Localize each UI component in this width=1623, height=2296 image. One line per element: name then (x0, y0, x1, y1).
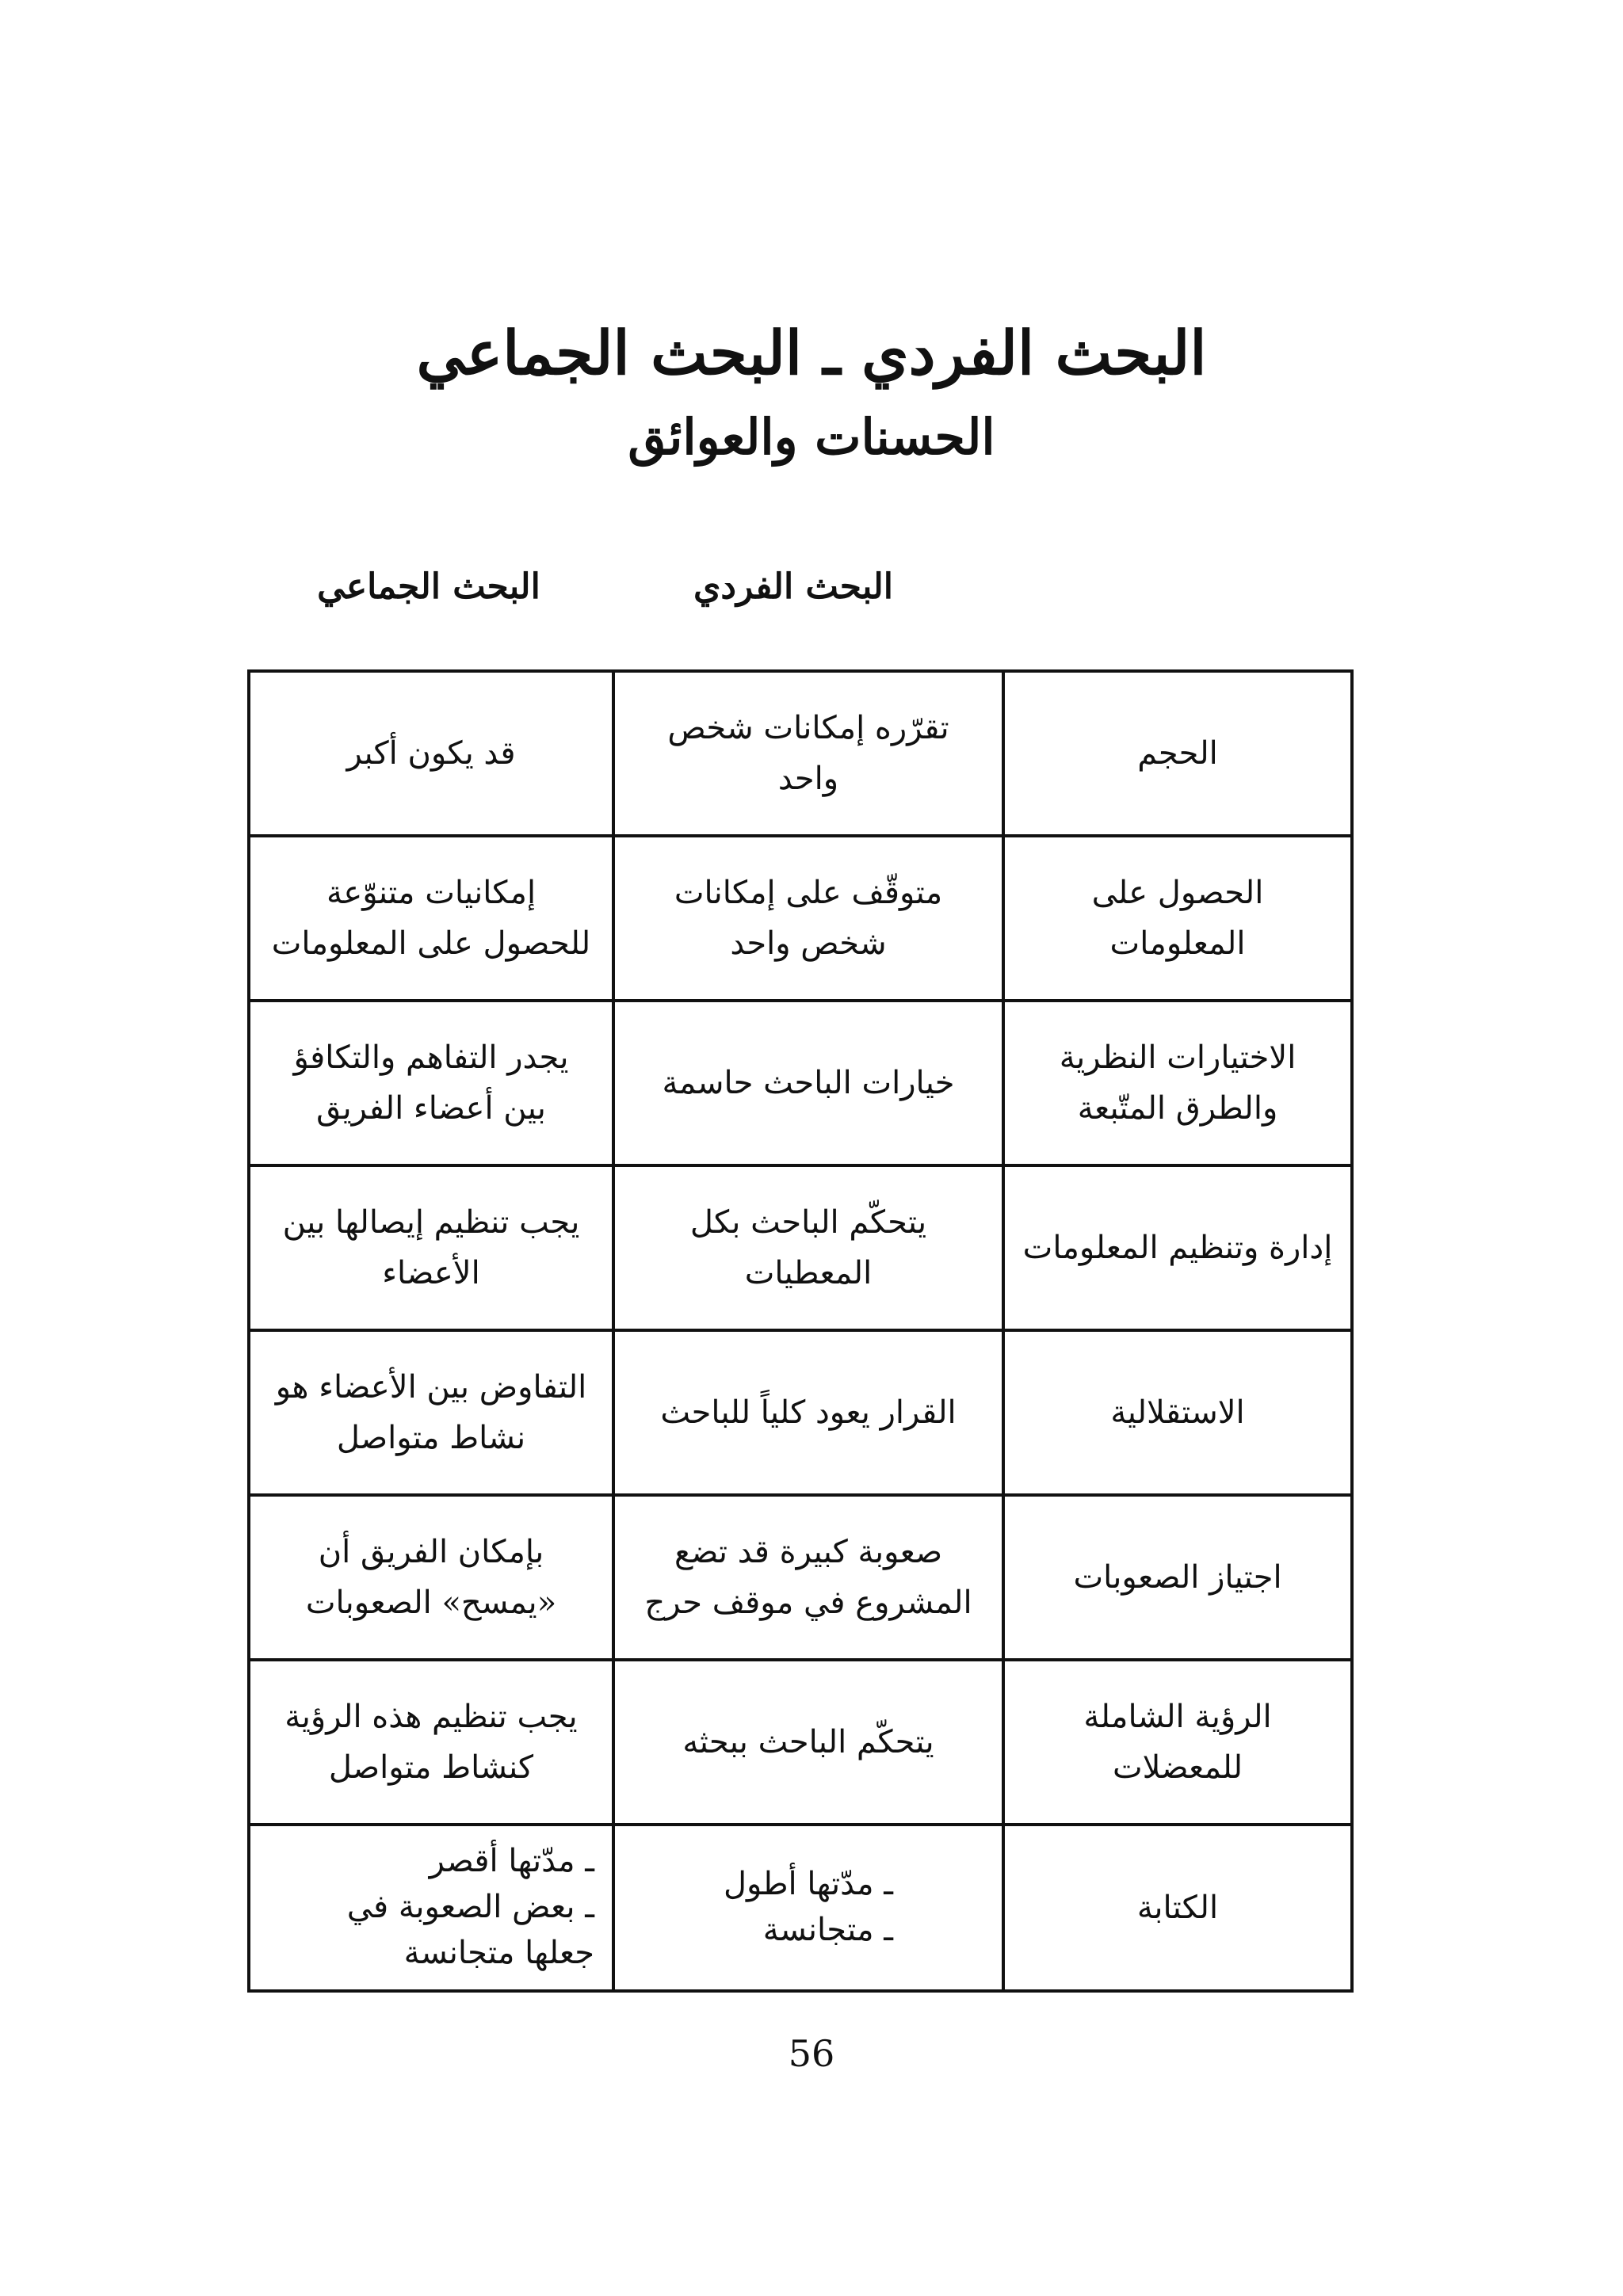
table-row-size (249, 671, 1352, 836)
page-title: البحث الفردي ـ البحث الجماعي (416, 318, 1207, 388)
criterion-cell: إدارة وتنظيم المعلومات (1003, 1165, 1352, 1330)
criterion-cell: الكتابة (1003, 1825, 1352, 1991)
table-row-overall-vision (249, 1660, 1352, 1825)
group-cell: التفاوض بين الأعضاء هو نشاط متواصل (249, 1330, 613, 1495)
criterion-cell: الاختيارات النظرية والطرق المتّبعة (1003, 1001, 1352, 1165)
group-cell: يجب تنظيم إيصالها بين الأعضاء (249, 1165, 613, 1330)
group-cell: إمكانيات متنوّعة للحصول على المعلومات (249, 836, 613, 1001)
table-row-writing (249, 1825, 1352, 1991)
criterion-cell: الحجم (1003, 671, 1352, 836)
individual-cell: القرار يعود كلياً للباحث (613, 1330, 1003, 1495)
individual-cell: تقرّره إمكانات شخص واحد (613, 671, 1003, 836)
criterion-cell: الاستقلالية (1003, 1330, 1352, 1495)
group-cell: يجب تنظيم هذه الرؤية كنشاط متواصل (249, 1660, 613, 1825)
page-number: 56 (788, 2032, 835, 2075)
table-row-information-access (249, 836, 1352, 1001)
group-cell: قد يكون أكبر (249, 671, 613, 836)
criterion-cell: الحصول على المعلومات (1003, 836, 1352, 1001)
list-item: ـ مدّتها أطول (724, 1861, 893, 1907)
table-row-theoretical-choices (249, 1001, 1352, 1165)
group-cell: بإمكان الفريق أن «يمسح» الصعوبات (249, 1495, 613, 1660)
individual-cell: متوقّف على إمكانات شخص واحد (613, 836, 1003, 1001)
criterion-cell: الرؤية الشاملة للمعضلات (1003, 1660, 1352, 1825)
list-item: ـ مدّتها أقصر (268, 1838, 594, 1884)
comparison-table (247, 669, 1354, 1993)
individual-cell: يتحكّم الباحث بكل المعطيات (613, 1165, 1003, 1330)
list-item: ـ متجانسة (724, 1907, 893, 1953)
column-header-group: البحث الجماعي (317, 566, 540, 607)
table-row-autonomy (249, 1330, 1352, 1495)
individual-cell: يتحكّم الباحث ببحثه (613, 1660, 1003, 1825)
individual-cell: خيارات الباحث حاسمة (613, 1001, 1003, 1165)
individual-cell (613, 1825, 1003, 1991)
table-row-information-management (249, 1165, 1352, 1330)
group-cell (249, 1825, 613, 1991)
column-header-individual: البحث الفردي (693, 566, 894, 607)
group-cell: يجدر التفاهم والتكافؤ بين أعضاء الفريق (249, 1001, 613, 1165)
page-subtitle: الحسنات والعوائق (628, 408, 995, 466)
table-row-overcoming-difficulties (249, 1495, 1352, 1660)
individual-writing-list (724, 1861, 893, 1953)
list-item: ـ بعض الصعوبة في جعلها متجانسة (268, 1884, 594, 1976)
group-writing-list (268, 1838, 594, 1976)
criterion-cell: اجتياز الصعوبات (1003, 1495, 1352, 1660)
individual-cell: صعوبة كبيرة قد تضع المشروع في موقف حرج (613, 1495, 1003, 1660)
